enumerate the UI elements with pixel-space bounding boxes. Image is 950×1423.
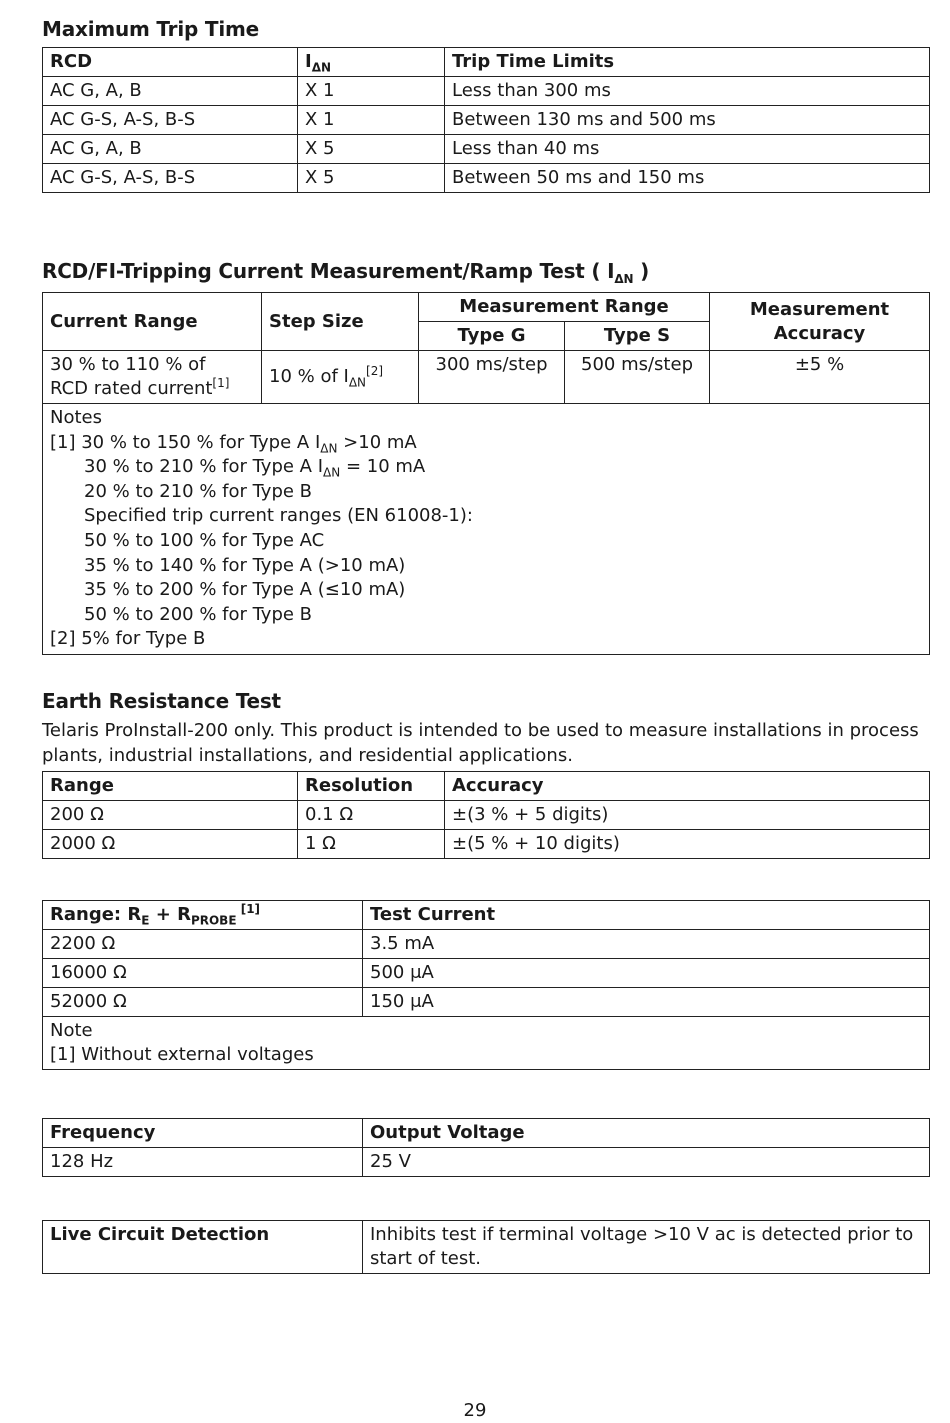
notes-row xyxy=(43,404,930,655)
table-row xyxy=(43,801,930,830)
table-cell: 52000 Ω xyxy=(43,988,363,1017)
header-step-size: Step Size xyxy=(262,293,419,351)
accuracy-cell: ±5 % xyxy=(710,351,930,404)
test-current-table xyxy=(42,900,930,1070)
table-cell: X 1 xyxy=(298,77,445,106)
table-cell: ±(3 % + 5 digits) xyxy=(445,801,930,830)
table-cell: 200 Ω xyxy=(43,801,298,830)
note-cell: Note [1] Without external voltages xyxy=(43,1017,930,1070)
note-line: 50 % to 100 % for Type AC xyxy=(84,529,325,551)
table-cell: Less than 300 ms xyxy=(445,77,930,106)
table-header-row xyxy=(43,48,930,77)
table-cell: X 5 xyxy=(298,135,445,164)
frequency-cell: 128 Hz xyxy=(43,1148,363,1177)
table-row xyxy=(43,1221,930,1274)
table-cell: X 1 xyxy=(298,106,445,135)
note-line: 30 % to 210 % for Type A $I_{\Delta N} = 10$ mA xyxy=(84,456,426,480)
current-range-cell: 30 % to 110 % of RCD rated current[1] xyxy=(43,351,262,404)
step-size-cell: 10 % of $I_{\Delta N}[2]$ xyxy=(262,351,419,404)
table-row xyxy=(43,959,930,988)
table-row xyxy=(43,77,930,106)
table-cell: Between 50 ms and 150 ms xyxy=(445,164,930,193)
earth-test-heading: Earth Resistance Test xyxy=(42,689,281,713)
header-idn: $I_{\Delta N}$ xyxy=(298,48,445,77)
table-row xyxy=(43,164,930,193)
table-header-row xyxy=(43,772,930,801)
header-output-voltage: Output Voltage xyxy=(363,1119,930,1148)
note-line: 20 % to 210 % for Type B xyxy=(84,480,313,502)
notes-title: Notes xyxy=(50,407,102,428)
note-row xyxy=(43,1017,930,1070)
note-line: 50 % to 200 % for Type B xyxy=(84,603,313,625)
header-type-s: Type S xyxy=(565,322,710,351)
table-cell: AC G-S, A-S, B-S xyxy=(43,106,298,135)
table-cell: AC G-S, A-S, B-S xyxy=(43,164,298,193)
trip-time-table xyxy=(42,47,930,193)
ramp-test-heading: RCD/FI-Tripping Current Measurement/Ramp Test ( $I_{\Delta N}$ ) xyxy=(42,259,650,286)
header-range-re-rprobe: Range: $R_E + R_{PROBE}$ [1] xyxy=(43,901,363,930)
header-trip-time-limits: Trip Time Limits xyxy=(445,48,930,77)
table-cell: 500 μA xyxy=(363,959,930,988)
header-frequency: Frequency xyxy=(43,1119,363,1148)
table-header-row xyxy=(43,293,930,322)
note-line: [2] 5% for Type B xyxy=(50,628,206,650)
voltage-cell: 25 V xyxy=(363,1148,930,1177)
note-line: Specified trip current ranges (EN 61008-1): xyxy=(84,505,473,527)
header-test-current: Test Current xyxy=(363,901,930,930)
earth-test-table xyxy=(42,771,930,859)
table-cell: 3.5 mA xyxy=(363,930,930,959)
table-cell: Less than 40 ms xyxy=(445,135,930,164)
type-g-cell: 300 ms/step xyxy=(419,351,565,404)
ramp-test-table xyxy=(42,292,930,655)
header-type-g: Type G xyxy=(419,322,565,351)
table-cell: Between 130 ms and 500 ms xyxy=(445,106,930,135)
table-cell: 1 Ω xyxy=(298,830,445,859)
header-rcd: RCD xyxy=(43,48,298,77)
notes-cell xyxy=(43,404,930,655)
page-number: 29 xyxy=(463,1400,487,1421)
header-measurement-range: Measurement Range xyxy=(419,293,710,322)
table-cell: ±(5 % + 10 digits) xyxy=(445,830,930,859)
note-line: 35 % to 200 % for Type A (≤10 mA) xyxy=(84,579,406,601)
note-line: 35 % to 140 % for Type A (>10 mA) xyxy=(84,554,406,576)
table-cell: 150 μA xyxy=(363,988,930,1017)
frequency-table xyxy=(42,1118,930,1177)
table-row xyxy=(43,988,930,1017)
table-cell: 0.1 Ω xyxy=(298,801,445,830)
table-row xyxy=(43,351,930,404)
trip-time-heading: Maximum Trip Time xyxy=(42,17,259,41)
type-s-cell: 500 ms/step xyxy=(565,351,710,404)
table-cell: 16000 Ω xyxy=(43,959,363,988)
header-measurement-accuracy: Measurement Accuracy xyxy=(710,293,930,351)
header-accuracy: Accuracy xyxy=(445,772,930,801)
table-cell: AC G, A, B xyxy=(43,77,298,106)
header-resolution: Resolution xyxy=(298,772,445,801)
note-line: [1] 30 % to 150 % for Type A $I_{\Delta N} >10$ mA xyxy=(50,431,417,456)
table-cell: 2200 Ω xyxy=(43,930,363,959)
table-row xyxy=(43,135,930,164)
header-range: Range xyxy=(43,772,298,801)
table-header-row xyxy=(43,1119,930,1148)
live-circuit-label: Live Circuit Detection xyxy=(43,1221,363,1274)
live-circuit-table xyxy=(42,1220,930,1274)
header-current-range: Current Range xyxy=(43,293,262,351)
table-row xyxy=(43,830,930,859)
table-cell: 2000 Ω xyxy=(43,830,298,859)
live-circuit-text: Inhibits test if terminal voltage >10 V ac is detected prior to start of test. xyxy=(363,1221,930,1274)
table-header-row xyxy=(43,901,930,930)
table-row xyxy=(43,106,930,135)
table-row xyxy=(43,1148,930,1177)
table-row xyxy=(43,930,930,959)
earth-test-intro: Telaris ProInstall-200 only. This product is intended to be used to measure installations in process plants, industrial installations, and residential applications. xyxy=(42,720,919,766)
table-cell: X 5 xyxy=(298,164,445,193)
table-cell: AC G, A, B xyxy=(43,135,298,164)
